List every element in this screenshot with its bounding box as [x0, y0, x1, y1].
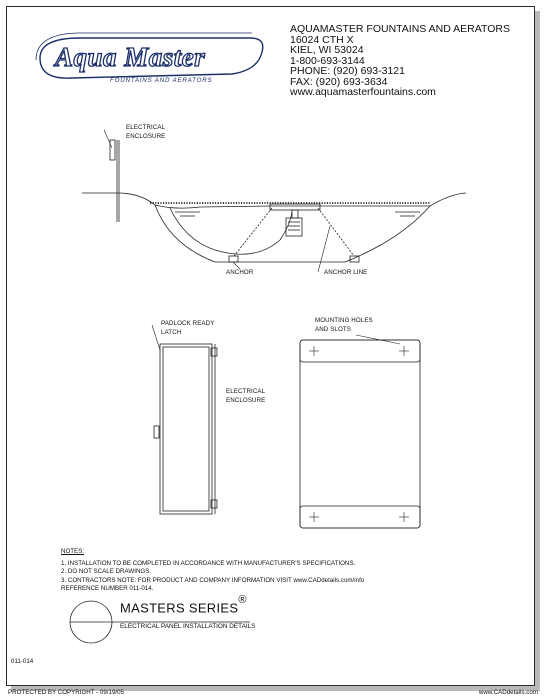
- mounting-holes: [309, 346, 409, 522]
- label-anchor-line: ANCHOR LINE: [324, 269, 368, 276]
- copyright-text: PROTECTED BY COPYRIGHT - 09/19/05: [8, 689, 124, 696]
- label-electrical-top: ELECTRICAL: [126, 124, 166, 131]
- cad-details-link[interactable]: www.CADdetails.com: [478, 689, 538, 696]
- label-anchor: ANCHOR: [226, 269, 254, 276]
- note-2: 2. DO NOT SCALE DRAWINGS.: [61, 568, 152, 576]
- company-website: www.aquamasterfountains.com: [290, 86, 436, 98]
- company-tollfree: 1-800-693-3144: [290, 54, 365, 67]
- series-name: MASTERS SERIES: [120, 600, 239, 616]
- note-3-ref: REFERENCE NUMBER 011-014.: [61, 585, 154, 593]
- label-electrical: ELECTRICAL: [226, 388, 266, 395]
- label-latch: LATCH: [161, 329, 182, 336]
- label-and-slots: AND SLOTS: [315, 326, 351, 333]
- company-city: KIEL, WI 53024: [290, 44, 364, 56]
- company-phone: PHONE: (920) 693-3121: [290, 65, 405, 77]
- note-3: 3. CONTRACTORS NOTE: FOR PRODUCT AND COMPANY INFORMATION VISIT www.CADdetails.com/info: [61, 576, 365, 584]
- logo-tagline: FOUNTAINS AND AERATORS: [110, 77, 213, 84]
- note-1: 1. INSTALLATION TO BE COMPLETED IN ACCORDANCE WITH MANUFACTURER'S SPECIFICATIONS.: [61, 559, 356, 567]
- pond-section-diagram: [82, 130, 466, 272]
- anchor-left: [229, 256, 238, 262]
- enclosure-side-detail: [152, 325, 217, 514]
- company-street: 16024 CTH X: [290, 33, 354, 46]
- enclosure-side-view: [110, 140, 115, 160]
- registered-mark: ®: [238, 594, 247, 606]
- notes-heading: NOTES:: [61, 548, 85, 555]
- drawing-subtitle: ELECTRICAL PANEL INSTALLATION DETAILS: [120, 623, 256, 630]
- aqua-master-logo: [36, 33, 263, 84]
- label-mounting-holes: MOUNTING HOLES: [315, 317, 373, 324]
- label-enclosure-top: ENCLOSURE: [126, 133, 166, 140]
- company-name: AQUAMASTER FOUNTAINS AND AERATORS: [290, 23, 510, 35]
- enclosure-front-detail: [300, 335, 420, 528]
- reference-number: 011-014: [11, 658, 34, 665]
- company-info: [290, 24, 510, 98]
- label-enclosure: ENCLOSURE: [226, 397, 266, 404]
- series-title: [120, 594, 247, 616]
- label-padlock: PADLOCK READY: [161, 320, 215, 327]
- company-fax: FAX: (920) 693-3634: [290, 75, 388, 88]
- padlock-latch: [154, 426, 159, 438]
- notes-block: [61, 548, 364, 594]
- logo-brand: Aqua Master: [55, 42, 206, 72]
